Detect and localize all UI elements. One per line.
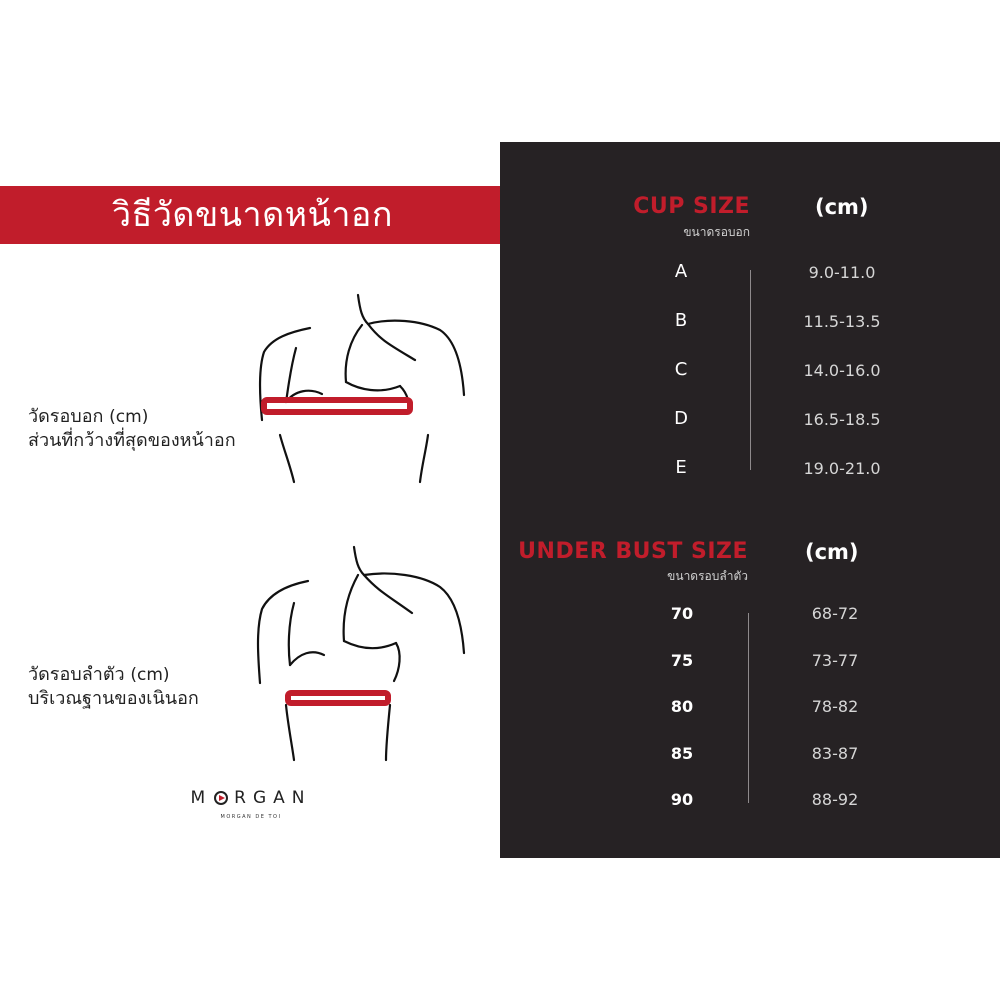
ub-value-85: 83-87 <box>811 744 859 763</box>
cup-label-d: D <box>674 408 688 429</box>
ub-label-85: 85 <box>670 744 694 763</box>
ub-label-90: 90 <box>670 790 694 809</box>
cup-size-title: CUP SIZE <box>633 194 750 219</box>
bust-caption <box>28 405 236 453</box>
cup-label-b: B <box>674 310 688 331</box>
cup-value-b: 11.5-13.5 <box>803 312 881 331</box>
ub-label-75: 75 <box>670 651 694 670</box>
under-bust-unit: (cm) <box>805 540 859 564</box>
cup-value-a: 9.0-11.0 <box>808 263 876 282</box>
underbust-measure-illustration <box>250 545 480 765</box>
cup-label-a: A <box>674 261 688 282</box>
cup-label-c: C <box>674 359 688 380</box>
ub-value-80: 78-82 <box>811 697 859 716</box>
bust-measure-illustration <box>250 290 480 490</box>
play-icon <box>214 791 228 805</box>
cup-size-divider <box>750 270 751 470</box>
under-bust-subtitle: ขนาดรอบลำตัว <box>667 569 748 583</box>
ub-label-70: 70 <box>670 604 694 623</box>
size-chart-panel <box>500 142 1000 858</box>
logo-letter-m: M <box>190 788 213 808</box>
ub-value-90: 88-92 <box>811 790 859 809</box>
under-bust-title: UNDER BUST SIZE <box>518 539 748 564</box>
underbust-caption-detail: บริเวณฐานของเนินอก <box>28 688 199 709</box>
underbust-caption-unit: (cm) <box>130 665 170 685</box>
logo-letters: RGAN <box>234 788 312 808</box>
brand-logo <box>186 788 316 820</box>
ub-value-75: 73-77 <box>811 651 859 670</box>
bust-caption-detail: ส่วนที่กว้างที่สุดของหน้าอก <box>28 430 236 451</box>
logo-subtitle: MORGAN DE TOI <box>220 814 282 820</box>
cup-value-c: 14.0-16.0 <box>803 361 881 380</box>
ub-value-70: 68-72 <box>811 604 859 623</box>
cup-label-e: E <box>675 457 687 478</box>
page-title: วิธีวัดขนาดหน้าอก <box>112 195 393 235</box>
cup-size-unit: (cm) <box>815 195 869 219</box>
underbust-caption <box>28 663 199 711</box>
bust-caption-unit: (cm) <box>109 407 149 427</box>
ub-label-80: 80 <box>670 697 694 716</box>
cup-value-e: 19.0-21.0 <box>803 459 881 478</box>
under-bust-divider <box>748 613 749 803</box>
cup-size-subtitle: ขนาดรอบอก <box>683 225 750 239</box>
cup-value-d: 16.5-18.5 <box>803 410 881 429</box>
bust-caption-main: วัดรอบอก <box>28 406 104 427</box>
underbust-caption-main: วัดรอบลำตัว <box>28 664 125 685</box>
